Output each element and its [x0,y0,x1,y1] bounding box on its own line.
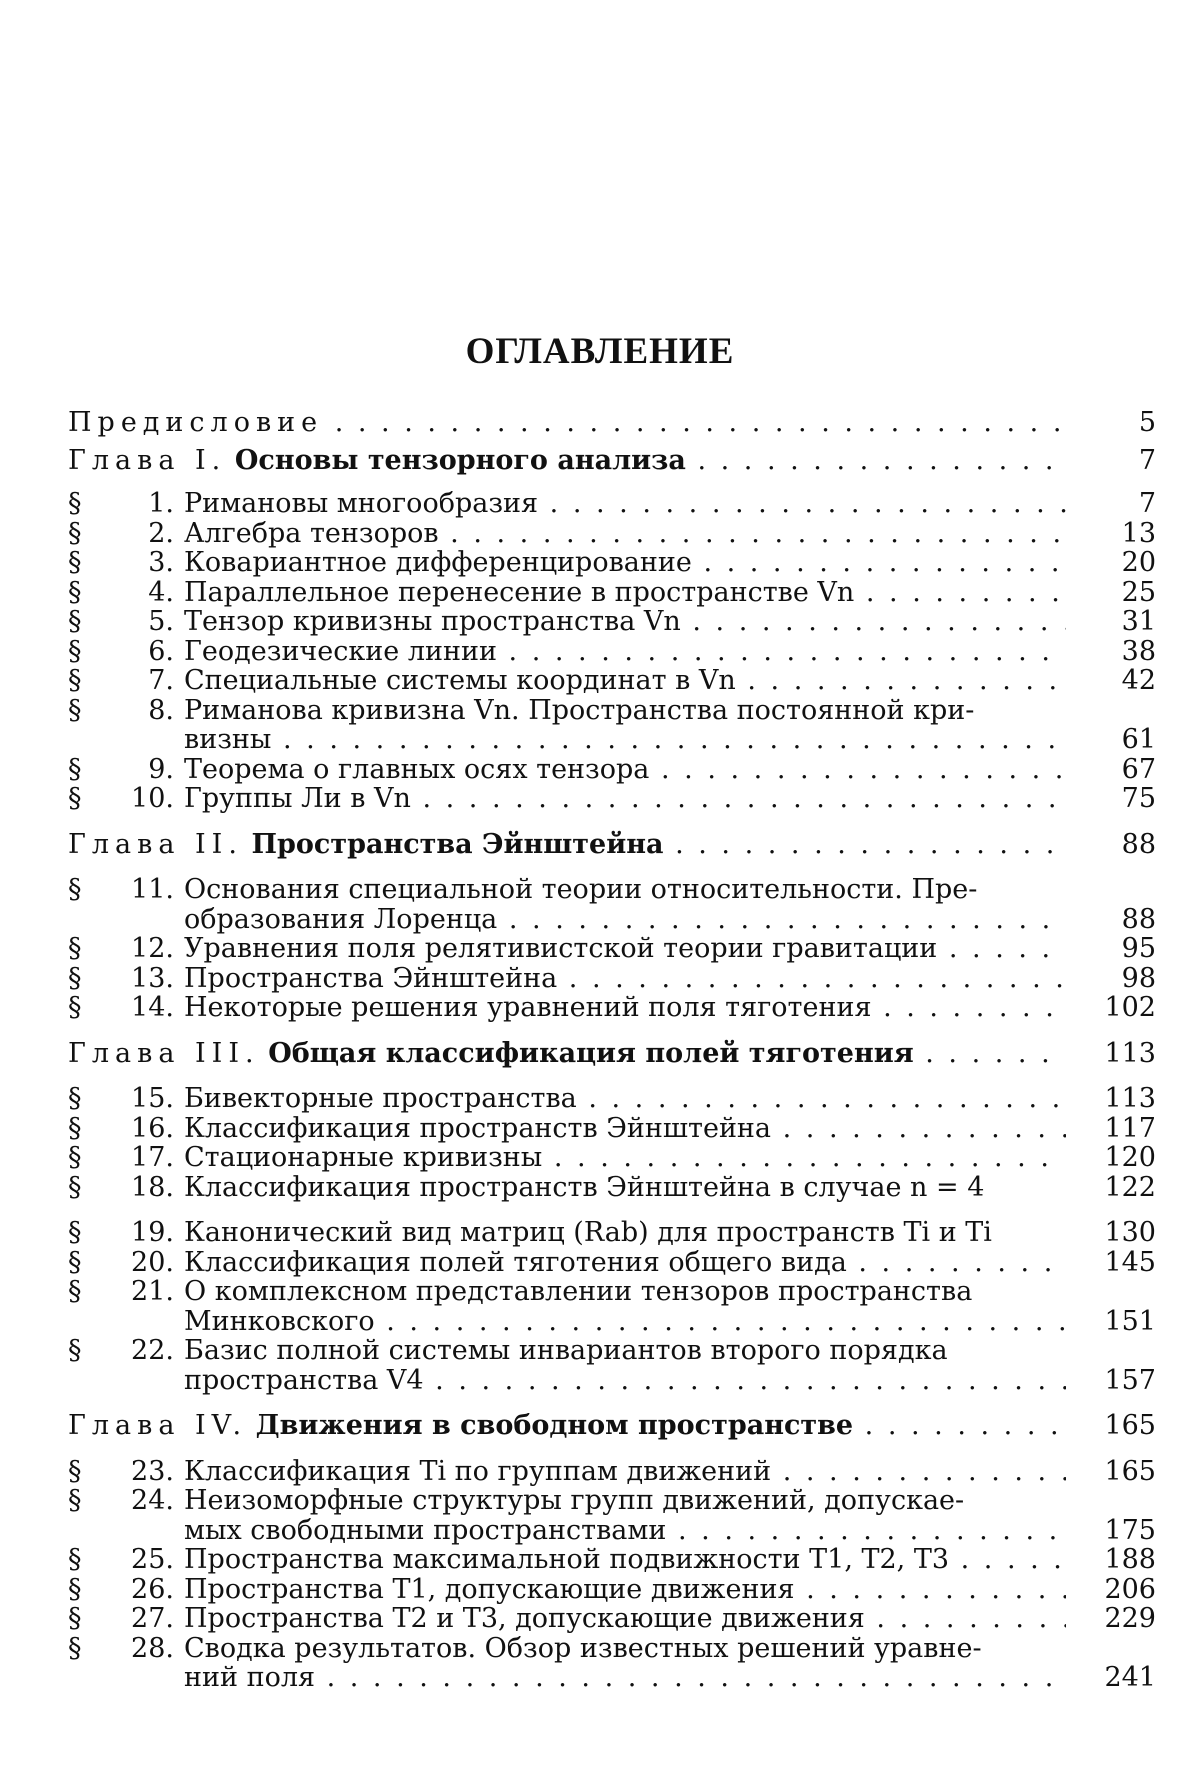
section-number: 25. [116,1545,174,1575]
section-title: Канонический вид матриц (Rab) для пространств Ti и Ti [184,1217,992,1248]
section-sign: § [68,548,116,578]
page-number: 42 [1096,666,1156,696]
section-number: 12. [116,934,174,964]
section-title-continued: визны [184,725,271,755]
toc-entry-section-9[interactable] [68,755,1156,785]
section-title: Пространства T1, допускающие движения [184,1575,795,1605]
toc-entry-section-14[interactable] [68,993,1156,1023]
chapter-title: Общая классификация полей тяготения [268,1039,914,1069]
section-number: 13. [116,964,174,994]
section-number: 11. [116,875,174,905]
section-number: 20. [116,1248,174,1278]
chapter-prefix: Глава III. [68,1039,260,1069]
chapter-prefix: Глава II. [68,830,243,860]
section-number: 19. [116,1218,174,1248]
section-number: 7. [116,666,174,696]
page-number: 165 [1096,1457,1156,1487]
toc-entry-section-22-continued[interactable] [68,1366,1156,1396]
section-sign: § [68,1114,116,1144]
section-title-continued: пространства V4 [184,1366,424,1396]
toc-entry-section-12[interactable] [68,934,1156,964]
section-title: Тензор кривизны пространства Vn [184,607,681,637]
page-number: 175 [1096,1516,1156,1546]
section-number: 27. [116,1604,174,1634]
section-title: Специальные системы координат в Vn [184,666,736,696]
section-sign: § [68,637,116,667]
section-number: 28. [116,1634,174,1664]
section-sign: § [68,1248,116,1278]
page-number: 102 [1096,993,1156,1023]
section-title-continued: Минковского [184,1307,375,1337]
section-number: 23. [116,1457,174,1487]
section-title: Алгебра тензоров [184,519,439,549]
section-title: Классификация полей тяготения общего вида [184,1248,847,1278]
section-title: Бивекторные пространства [184,1084,577,1114]
toc-entry-section-7[interactable] [68,666,1156,696]
section-sign: § [68,755,116,785]
section-title: Римановы многообразия [184,489,538,519]
section-title-continued: образования Лоренца [184,905,497,935]
page-number: 206 [1096,1575,1156,1605]
page-number: 145 [1096,1248,1156,1278]
preface-label: Предисловие [68,408,323,438]
section-sign: § [68,519,116,549]
page-number: 5 [1096,408,1156,438]
table-of-contents [68,408,1156,1693]
section-sign: § [68,964,116,994]
section-number: 10. [116,784,174,814]
page-number: 20 [1096,548,1156,578]
page-number: 88 [1096,905,1156,935]
section-title-continued: мых свободными пространствами [184,1516,666,1546]
toc-entry-section-5[interactable] [68,607,1156,637]
section-number: 21. [116,1277,174,1307]
toc-entry-section-17[interactable] [68,1143,1156,1173]
toc-entry-section-11-continued[interactable] [68,905,1156,935]
section-sign: § [68,1545,116,1575]
page-number: 130 [1096,1218,1156,1248]
section-sign: § [68,1336,116,1366]
section-number: 16. [116,1114,174,1144]
page-number: 75 [1096,784,1156,814]
toc-entry-section-18[interactable] [68,1173,1156,1203]
section-title: Основания специальной теории относительности. Пре- [184,874,977,905]
toc-entry-section-28-continued[interactable] [68,1663,1156,1693]
page-number: 31 [1096,607,1156,637]
section-sign: § [68,1634,116,1664]
toc-entry-section-24-continued[interactable] [68,1516,1156,1546]
section-number: 6. [116,637,174,667]
section-title: Сводка результатов. Обзор известных решений уравне- [184,1633,982,1664]
toc-entry-section-10[interactable] [68,784,1156,814]
page-number: 120 [1096,1143,1156,1173]
chapter-prefix: Глава IV. [68,1411,247,1441]
section-title: Группы Ли в Vn [184,784,411,814]
section-number: 18. [116,1173,174,1203]
toc-entry-section-16[interactable] [68,1114,1156,1144]
section-title: Классификация пространств Эйнштейна в случае n = 4 [184,1172,984,1203]
page-number: 13 [1096,519,1156,549]
toc-entry-section-19[interactable] [68,1218,1156,1248]
section-sign: § [68,1173,116,1203]
toc-entry-section-22[interactable] [68,1336,1156,1366]
page-title: ОГЛАВЛЕНИЕ [0,330,1200,373]
page-number: 122 [1096,1173,1156,1203]
chapter-title: Движения в свободном пространстве [256,1411,853,1441]
section-sign: § [68,993,116,1023]
section-title: Теорема о главных осях тензора [184,755,649,785]
toc-entry-section-21[interactable] [68,1277,1156,1307]
page-number: 7 [1096,446,1156,476]
toc-entry-section-24[interactable] [68,1486,1156,1516]
section-sign: § [68,489,116,519]
section-number: 5. [116,607,174,637]
toc-entry-section-2[interactable] [68,519,1156,549]
page-number: 67 [1096,755,1156,785]
section-title: Геодезические линии [184,637,497,667]
section-number: 1. [116,489,174,519]
page-number: 38 [1096,637,1156,667]
toc-entry-chapter-1[interactable] [68,446,1156,476]
toc-entry-section-6[interactable] [68,637,1156,667]
toc-entry-chapter-4[interactable] [68,1411,1156,1441]
section-number: 22. [116,1336,174,1366]
section-title: Базис полной системы инвариантов второго порядка [184,1335,948,1366]
section-number: 24. [116,1486,174,1516]
toc-entry-section-27[interactable] [68,1604,1156,1634]
section-number: 17. [116,1143,174,1173]
toc-entry-section-8[interactable] [68,696,1156,726]
toc-entry-section-13[interactable] [68,964,1156,994]
section-title: Параллельное перенесение в пространстве Vn [184,578,854,608]
section-sign: § [68,666,116,696]
page-number: 113 [1096,1039,1156,1069]
section-title: Уравнения поля релятивистской теории гравитации [184,934,937,964]
toc-entry-section-4[interactable] [68,578,1156,608]
page-number: 117 [1096,1114,1156,1144]
toc-entry-section-25[interactable] [68,1545,1156,1575]
section-sign: § [68,1084,116,1114]
page-number: 98 [1096,964,1156,994]
section-sign: § [68,1457,116,1487]
section-number: 15. [116,1084,174,1114]
section-title: Некоторые решения уравнений поля тяготения [184,993,871,1023]
page-number: 7 [1096,489,1156,519]
section-title: Пространства максимальной подвижности T1, T2, T3 [184,1545,949,1575]
section-number: 8. [116,696,174,726]
page-number: 241 [1096,1663,1156,1693]
page-number: 88 [1096,830,1156,860]
section-title: Стационарные кривизны [184,1143,542,1173]
section-sign: § [68,578,116,608]
section-title: Классификация пространств Эйнштейна [184,1114,771,1144]
page-number: 113 [1096,1084,1156,1114]
section-sign: § [68,607,116,637]
toc-entry-chapter-2[interactable] [68,830,1156,860]
section-sign: § [68,875,116,905]
page-number: 25 [1096,578,1156,608]
section-number: 14. [116,993,174,1023]
toc-entry-chapter-3[interactable] [68,1039,1156,1069]
page-number: 165 [1096,1411,1156,1441]
section-sign: § [68,696,116,726]
section-number: 4. [116,578,174,608]
section-sign: § [68,1218,116,1248]
section-sign: § [68,1277,116,1307]
toc-entry-section-15[interactable] [68,1084,1156,1114]
page-number: 95 [1096,934,1156,964]
section-number: 26. [116,1575,174,1605]
section-sign: § [68,1143,116,1173]
page-number: 188 [1096,1545,1156,1575]
section-sign: § [68,934,116,964]
toc-entry-section-20[interactable] [68,1248,1156,1278]
section-title: Пространства T2 и T3, допускающие движения [184,1604,865,1634]
toc-entry-section-21-continued[interactable] [68,1307,1156,1337]
section-number: 3. [116,548,174,578]
page-number: 157 [1096,1366,1156,1396]
section-title: Риманова кривизна Vn. Пространства постоянной кри- [184,695,974,726]
section-title: Неизоморфные структуры групп движений, допускае- [184,1485,964,1516]
chapter-title: Основы тензорного анализа [235,446,686,476]
section-title: Ковариантное дифференцирование [184,548,692,578]
section-sign: § [68,1486,116,1516]
toc-entry-section-26[interactable] [68,1575,1156,1605]
page-number: 61 [1096,725,1156,755]
chapter-title: Пространства Эйнштейна [252,830,664,860]
toc-entry-section-8-continued[interactable] [68,725,1156,755]
section-sign: § [68,1604,116,1634]
toc-entry-section-23[interactable] [68,1457,1156,1487]
section-title: О комплексном представлении тензоров пространства [184,1276,972,1307]
toc-entry-preface[interactable] [68,408,1156,438]
section-title-continued: ний поля [184,1663,315,1693]
section-number: 9. [116,755,174,785]
section-number: 2. [116,519,174,549]
section-sign: § [68,784,116,814]
toc-entry-section-11[interactable] [68,875,1156,905]
chapter-prefix: Глава I. [68,446,226,476]
toc-entry-section-1[interactable] [68,489,1156,519]
section-sign: § [68,1575,116,1605]
toc-entry-section-28[interactable] [68,1634,1156,1664]
toc-entry-section-3[interactable] [68,548,1156,578]
section-title: Классификация Ti по группам движений [184,1457,771,1487]
page-number: 229 [1096,1604,1156,1634]
section-title: Пространства Эйнштейна [184,964,557,994]
page-number: 151 [1096,1307,1156,1337]
